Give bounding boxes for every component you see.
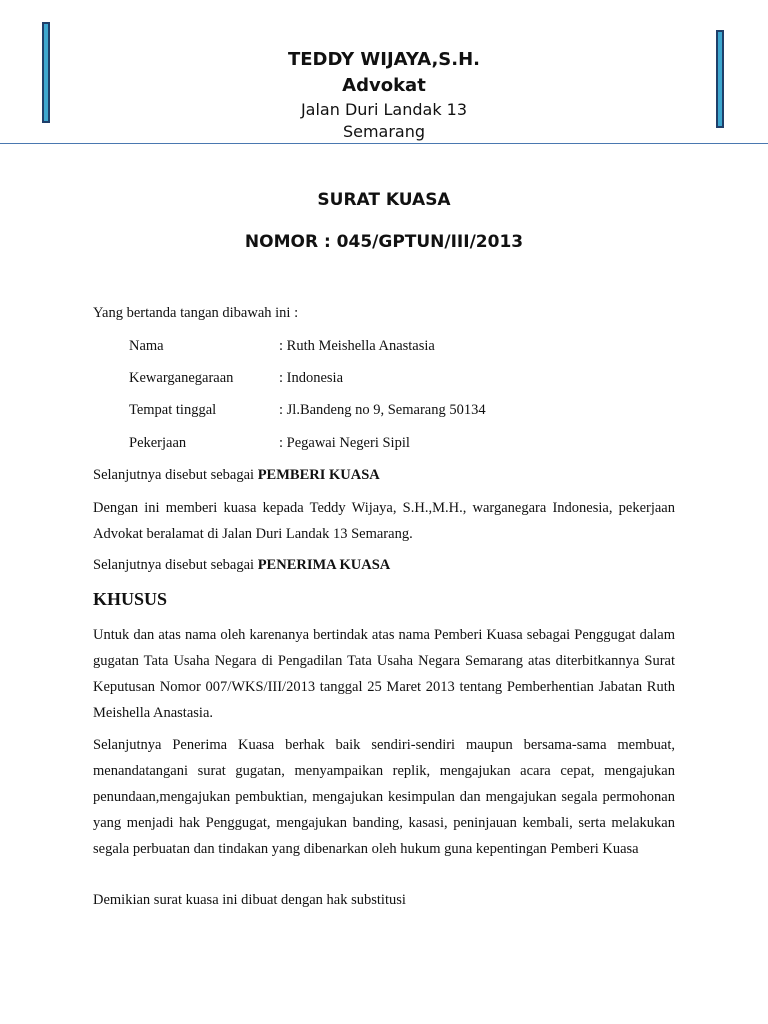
field-label: Nama bbox=[129, 338, 164, 354]
penerima-kuasa-line bbox=[93, 557, 675, 574]
field-value: : Jl.Bandeng no 9, Semarang 50134 bbox=[279, 402, 486, 418]
penerima-prefix: Selanjutnya disebut sebagai bbox=[93, 557, 258, 573]
advocate-street: Jalan Duri Landak 13 bbox=[300, 100, 468, 119]
grant-paragraph: Dengan ini memberi kuasa kepada Teddy Wijaya, S.H.,M.H., warganegara Indonesia, pekerjaan Advokat beralamat di Jalan Duri Landak 13 Semarang. bbox=[93, 500, 675, 542]
field-value: : Ruth Meishella Anastasia bbox=[279, 338, 435, 354]
field-label: Pekerjaan bbox=[129, 435, 187, 451]
khusus-heading: KHUSUS bbox=[93, 589, 168, 609]
closing-text: Demikian surat kuasa ini dibuat dengan hak substitusi bbox=[93, 892, 406, 908]
field-label: Kewarganegaraan bbox=[129, 370, 234, 386]
field-kewarganegaraan bbox=[129, 370, 344, 387]
field-pekerjaan bbox=[129, 435, 410, 452]
letterhead bbox=[0, 47, 768, 143]
penerima-role: PENERIMA KUASA bbox=[257, 557, 391, 573]
pemberi-prefix: Selanjutnya disebut sebagai bbox=[93, 467, 258, 483]
advocate-name: TEDDY WIJAYA,S.H. bbox=[287, 49, 481, 70]
purpose-paragraph: Untuk dan atas nama oleh karenanya bertindak atas nama Pemberi Kuasa sebagai Penggugat dalam gugatan Tata Usaha Negara di Pengadilan Tata Usaha Negara Semarang atas diterbitkannya Surat Keputusan Nomor 007/WKS/III/2013 tanggal 25 Maret 2013 tentang Pemberhentian Jabatan Ruth Meishella Anastasia. bbox=[93, 627, 675, 721]
advocate-role: Advokat bbox=[342, 75, 426, 96]
powers-paragraph: Selanjutnya Penerima Kuasa berhak baik sendiri-sendiri maupun bersama-sama membuat, menandatangani surat gugatan, menyampaikan replik, mengajukan acara cepat, mengajukan penundaan,mengajukan pembuktian, mengajukan kesimpulan dan mengajukan segala permohonan yang menjadi hak Penggugat, mengajukan banding, kasasi, peninjauan kembali, serta melakukan segala perbuatan dan tindakan yang dibenarkan oleh hukum guna kepentingan Pemberi Kuasa bbox=[93, 737, 675, 857]
intro-text: Yang bertanda tangan dibawah ini : bbox=[93, 305, 299, 321]
field-tempat-tinggal bbox=[129, 402, 486, 419]
pemberi-kuasa-line bbox=[93, 467, 675, 484]
field-label: Tempat tinggal bbox=[129, 402, 217, 418]
field-nama bbox=[129, 338, 435, 355]
letterhead-divider bbox=[0, 143, 768, 144]
field-value: : Indonesia bbox=[279, 370, 344, 386]
field-value: : Pegawai Negeri Sipil bbox=[279, 435, 410, 451]
document-number: NOMOR : 045/GPTUN/III/2013 bbox=[244, 232, 524, 252]
document-title: SURAT KUASA bbox=[317, 190, 451, 210]
pemberi-role: PEMBERI KUASA bbox=[257, 467, 380, 483]
advocate-city: Semarang bbox=[342, 122, 426, 141]
